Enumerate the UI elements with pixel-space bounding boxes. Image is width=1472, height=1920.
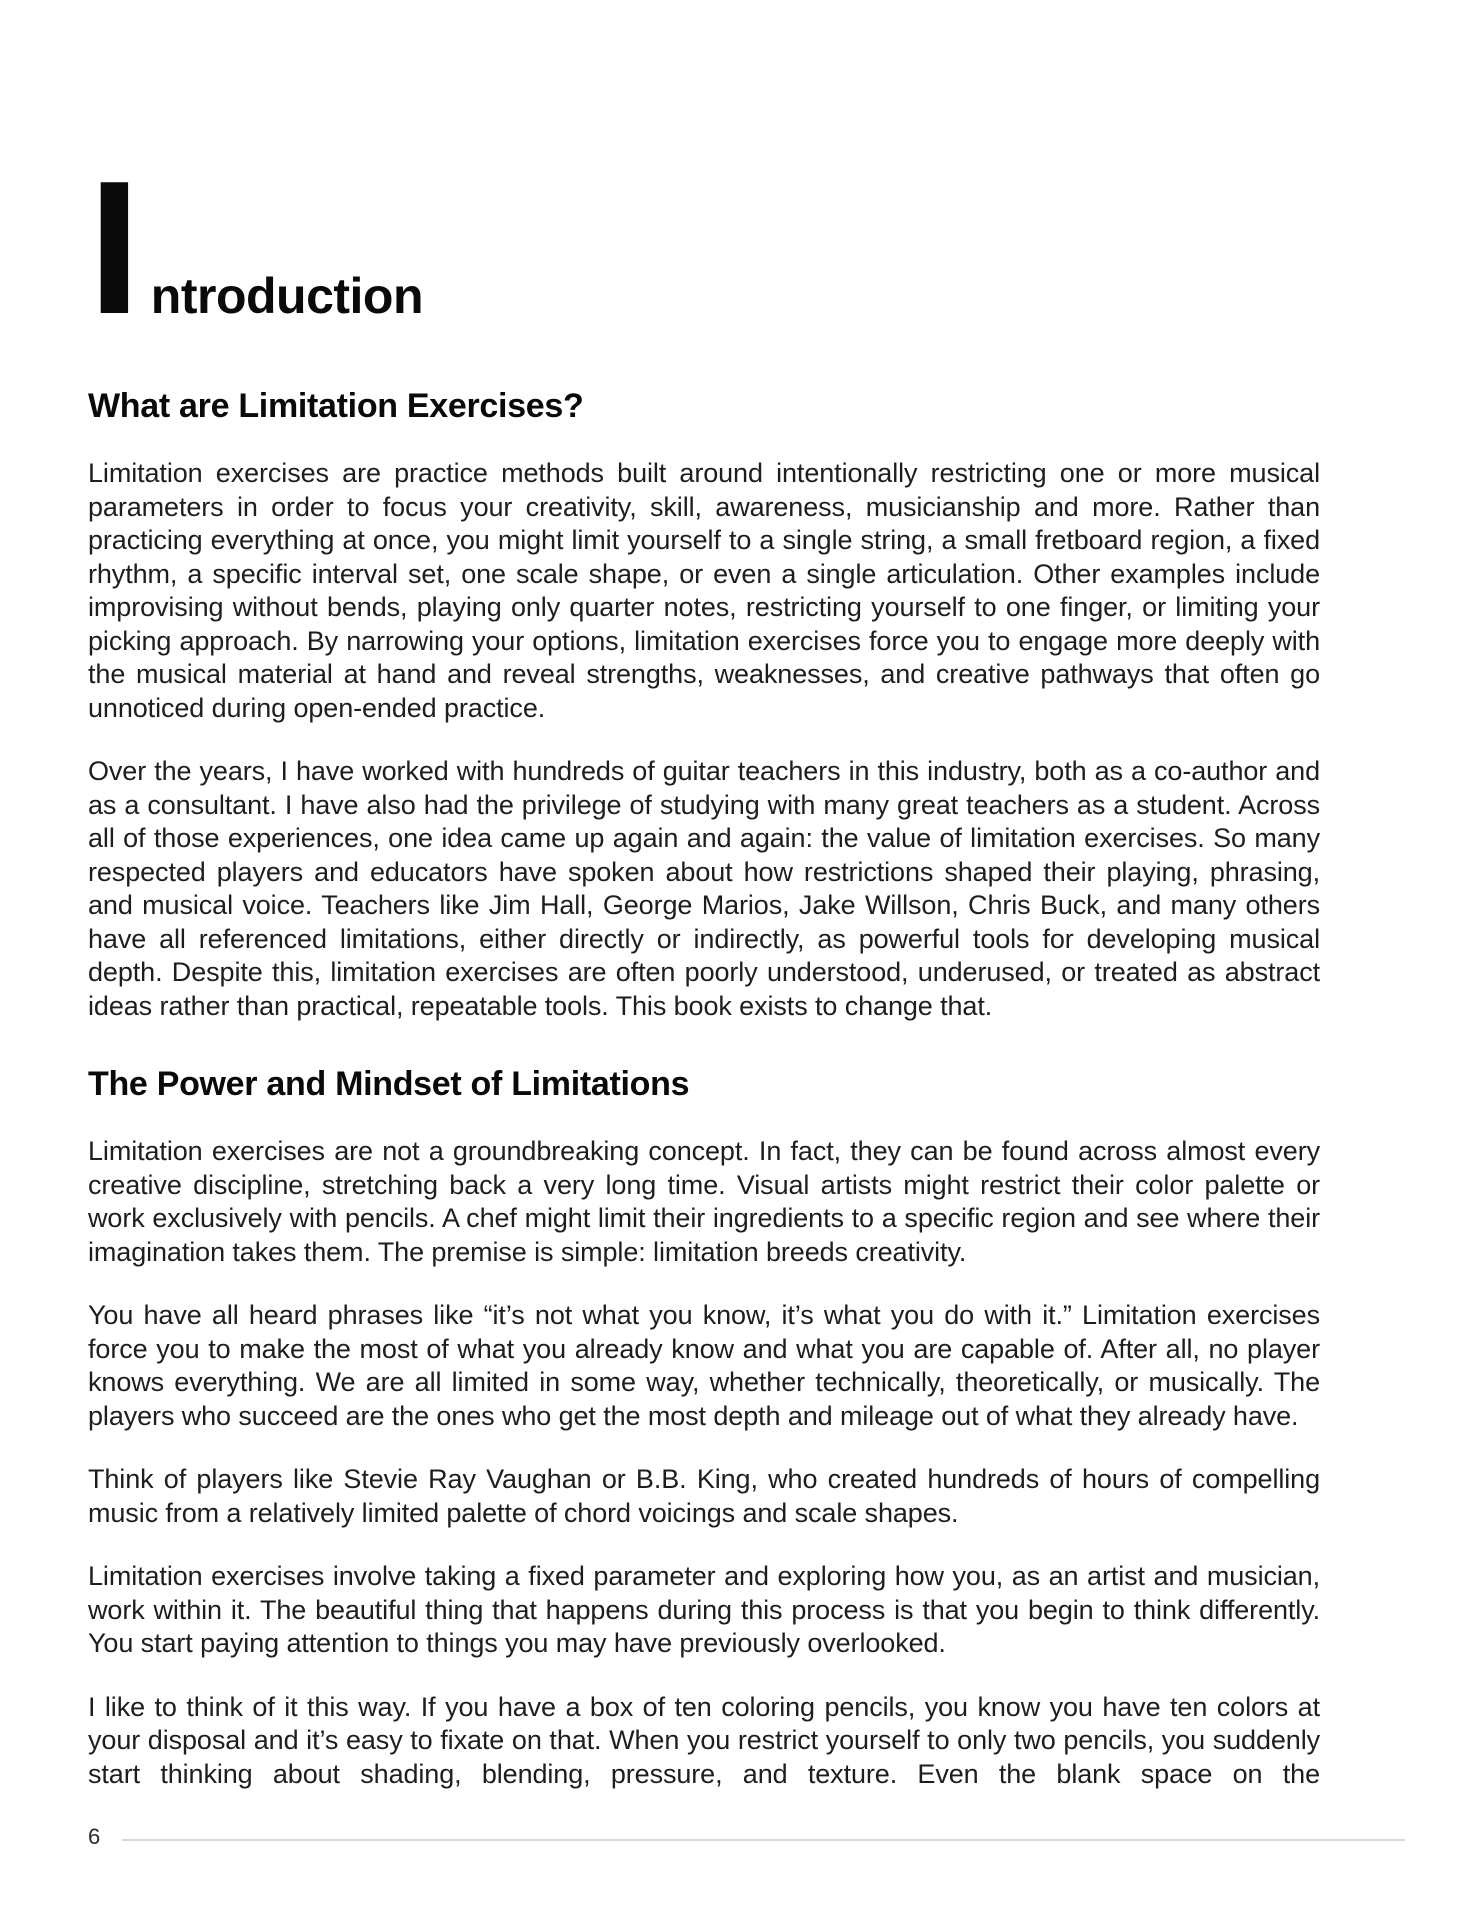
page-content — [88, 0, 1320, 1791]
chapter-title: ntroduction — [150, 268, 424, 324]
section-heading-power-and-mindset: The Power and Mindset of Limitations — [88, 1065, 690, 1103]
chapter-drop-cap: I — [88, 142, 141, 354]
body-paragraph: Over the years, I have worked with hundreds of guitar teachers in this industry, both as a co-author and as a consultant. I have also had the privilege of studying with many great teachers as a student. Across all of those experiences, one idea came up again and again: the value of limitation exercises. So many respected players and educators have spoken about how restrictions shaped their playing, phrasing, and musical voice. Teachers like Jim Hall, George Marios, Jake Willson, Chris Buck, and many others have all referenced limitations, either directly or indirectly, as powerful tools for developing musical depth. Despite this, limitation exercises are often poorly understood, underused, or treated as abstract ideas rather than practical, repeatable tools. This book exists to change that. — [88, 756, 1320, 1021]
body-paragraph: Limitation exercises are practice methods built around intentionally restricting one or more musical parameters in order to focus your creativity, skill, awareness, musicianship and more. Rather than practicing everything at once, you might limit yourself to a single string, a small fretboard region, a fixed rhythm, a specific interval set, one scale shape, or even a single articulation. Other examples include improvising without bends, playing only quarter notes, restricting yourself to one finger, or limiting your picking approach. By narrowing your options, limitation exercises force you to engage more deeply with the musical material at hand and reveal strengths, weaknesses, and creative pathways that often go unnoticed during open-ended practice. — [88, 458, 1320, 723]
body-paragraph: You have all heard phrases like “it’s not what you know, it’s what you do with it.” Limitation exercises force you to make the most of what you already know and what you are capable of. After all, no player knows everything. We are all limited in some way, whether technically, theoretically, or musically. The players who succeed are the ones who get the most depth and mileage out of what they already have. — [88, 1300, 1320, 1431]
page-footer — [88, 1824, 1405, 1850]
chapter-heading — [88, 142, 1320, 354]
footer-rule — [122, 1839, 1405, 1841]
body-paragraph: Limitation exercises involve taking a fixed parameter and exploring how you, as an artist and musician, work within it. The beautiful thing that happens during this process is that you begin to think differently. You start paying attention to things you may have previously overlooked. — [88, 1561, 1320, 1658]
body-paragraph: I like to think of it this way. If you have a box of ten coloring pencils, you know you have ten colors at your disposal and it’s easy to fixate on that. When you restrict yourself to only two pencils, you suddenly start thinking about shading, blending, pressure, and texture. Even the blank space on the — [88, 1691, 1320, 1789]
page-number: 6 — [88, 1824, 101, 1849]
section-heading-what-are-limitation-exercises: What are Limitation Exercises? — [88, 387, 584, 425]
body-paragraph: Limitation exercises are not a groundbreaking concept. In fact, they can be found across almost every creative discipline, stretching back a very long time. Visual artists might restrict their color palette or work exclusively with pencils. A chef might limit their ingredients to a specific region and see where their imagination takes them. The premise is simple: limitation breeds creativity. — [88, 1136, 1320, 1267]
body-paragraph: Think of players like Stevie Ray Vaughan or B.B. King, who created hundreds of hours of compelling music from a relatively limited palette of chord voicings and scale shapes. — [88, 1464, 1320, 1528]
